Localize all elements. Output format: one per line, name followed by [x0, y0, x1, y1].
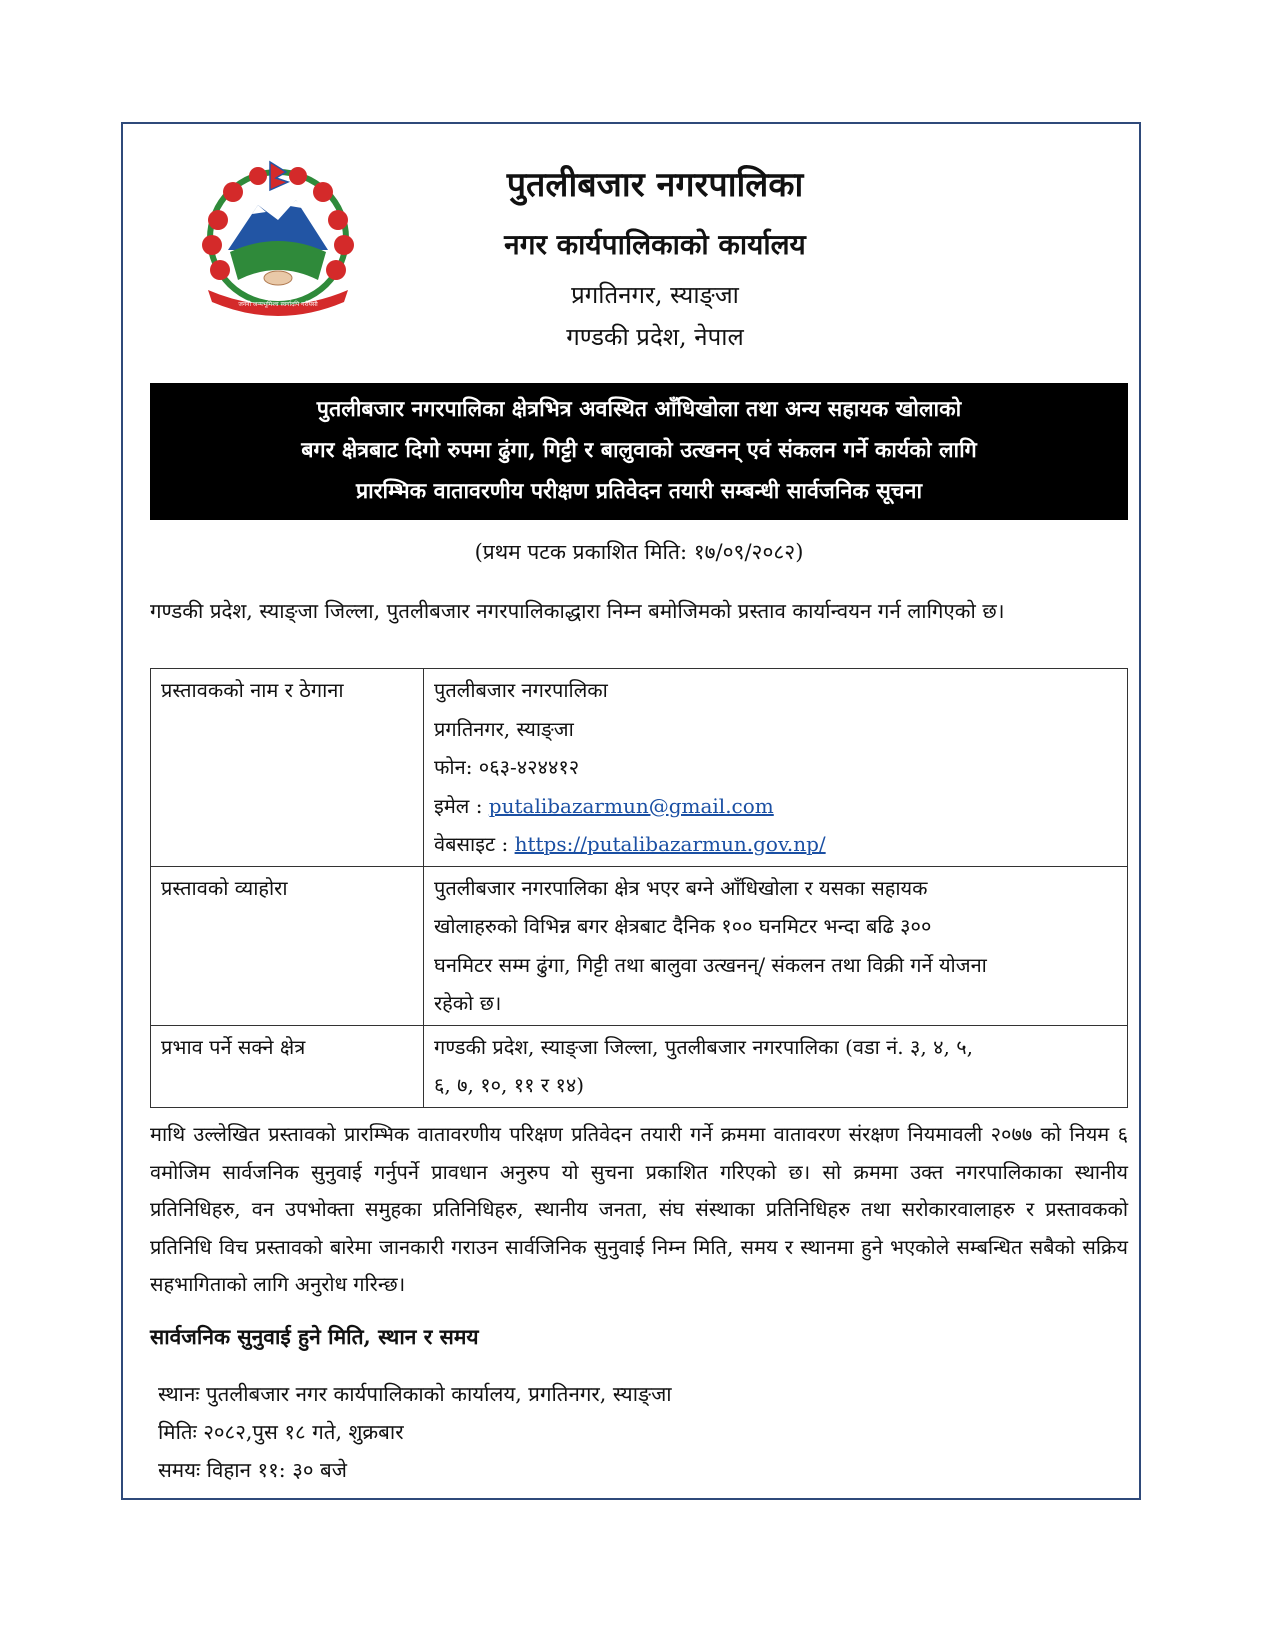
office-name: नगर कार्यपालिकाको कार्यालय	[504, 228, 806, 261]
table-row	[151, 669, 1128, 867]
email-label: इमेल :	[434, 793, 489, 818]
body-paragraph	[150, 1116, 1128, 1304]
proposal-line: घनमिटर सम्म ढुंगा, गिट्टी तथा बालुवा उत्खनन्/ संकलन तथा विक्री गर्ने योजना	[434, 952, 987, 977]
org-name: पुतलीबजार नगरपालिका	[506, 165, 804, 205]
table-row	[151, 1025, 1128, 1107]
email-line	[434, 787, 1117, 826]
intro-text: गण्डकी प्रदेश, स्याङ्जा जिल्ला, पुतलीबजार नगरपालिकाद्धारा निम्न बमोजिमको प्रस्ताव कार्यान्वयन गर्न लागिएको छ।	[150, 599, 1005, 623]
affected-area-line: गण्डकी प्रदेश, स्याङ्जा जिल्ला, पुतलीबजार नगरपालिका (वडा नं. ३, ४, ५,	[434, 1034, 974, 1059]
banner-line: पुतलीबजार नगरपालिका क्षेत्रभित्र अवस्थित आँधिखोला तथा अन्य सहायक खोलाको	[316, 397, 962, 422]
website-link[interactable]: https://putalibazarmun.gov.np/	[514, 832, 826, 856]
row-label-affected-area: प्रभाव पर्ने सक्ने क्षेत्र	[151, 1025, 424, 1107]
hearing-time: समयः विहान ११: ३० बजे	[158, 1458, 347, 1482]
proponent-phone: फोन: ०६३-४२४४१२	[434, 755, 580, 779]
row-label-proposal: प्रस्तावको व्याहोरा	[151, 866, 424, 1025]
proposal-description	[424, 866, 1128, 1025]
proposal-line: खोलाहरुको विभिन्न बगर क्षेत्रबाट दैनिक १०० घनमिटर भन्दा बढि ३००	[434, 914, 932, 938]
banner-line: प्रारम्भिक वातावरणीय परीक्षण प्रतिवेदन तयारी सम्बन्धी सार्वजनिक सूचना	[355, 479, 923, 504]
website-line	[434, 825, 1117, 864]
hearing-place: स्थानः पुतलीबजार नगर कार्यपालिकाको कार्यालय, प्रगतिनगर, स्याङ्जा	[158, 1382, 672, 1406]
proposal-line: पुतलीबजार नगरपालिका क्षेत्र भएर बग्ने आँधिखोला र यसका सहायक	[434, 875, 928, 900]
nepal-emblem-icon	[188, 160, 368, 320]
email-link[interactable]: putalibazarmun@gmail.com	[488, 793, 774, 818]
table-row	[151, 866, 1128, 1025]
row-label-proponent: प्रस्तावकको नाम र ठेगाना	[151, 669, 424, 867]
hearing-date: मितिः २०८२,पुस १८ गते, शुक्रबार	[158, 1420, 404, 1444]
notice-title-banner	[150, 383, 1128, 520]
publication-date: (प्रथम पटक प्रकाशित मिति: १७/०९/२०८२)	[474, 540, 804, 564]
affected-area-line: ६, ७, १०, ११ र १४)	[434, 1073, 585, 1097]
proposal-line: रहेको छ।	[434, 991, 502, 1015]
hearing-heading: सार्वजनिक सुनुवाई हुने मिति, स्थान र समय	[150, 1324, 479, 1349]
affected-area	[424, 1025, 1128, 1107]
address-line-2: गण्डकी प्रदेश, नेपाल	[566, 323, 744, 351]
website-label: वेबसाइट :	[434, 832, 515, 856]
emblem-motto: जननी जन्मभूमिश्च स्वर्गादपि गरीयसी	[238, 301, 318, 308]
proposal-table	[150, 668, 1128, 1108]
proponent-address: प्रगतिनगर, स्याङ्जा	[434, 716, 574, 741]
banner-line: बगर क्षेत्रबाट दिगो रुपमा ढुंगा, गिट्टी र बालुवाको उत्खनन् एवं संकलन गर्ने कार्यको लागि	[301, 438, 977, 463]
proponent-name: पुतलीबजार नगरपालिका	[434, 678, 608, 702]
body-paragraph-text: माथि उल्लेखित प्रस्तावको प्रारम्भिक वातावरणीय परिक्षण प्रतिवेदन तयारी गर्ने क्रममा वातावरण संरक्षण नियमावली २०७७ को नियम ६ वमोजिम सार्वजनिक सुनुवाई गर्नुपर्ने प्रावधान अनुरुप यो सुचना प्रकाशित गरिएको छ। सो क्रममा उक्त नगरपालिकाका स्थानीय प्रतिनिधिहरु, वन उपभोक्ता समुहका प्रतिनिधिहरु, स्थानीय जनता, संघ संस्थाका प्रतिनिधिहरु तथा सरोकारवालाहरु र प्रस्तावकको प्रतिनिधि विच प्रस्तावको बारेमा जानकारी गराउन सार्वजिनिक सुनुवाई निम्न मिति, समय र स्थानमा हुने भएकोले सम्बन्धित सबैको सक्रिय सहभागिताको लागि अनुरोध गरिन्छ।	[150, 1122, 1128, 1296]
address-line-1: प्रगतिनगर, स्याङ्जा	[571, 281, 739, 309]
proponent-details	[424, 669, 1128, 867]
